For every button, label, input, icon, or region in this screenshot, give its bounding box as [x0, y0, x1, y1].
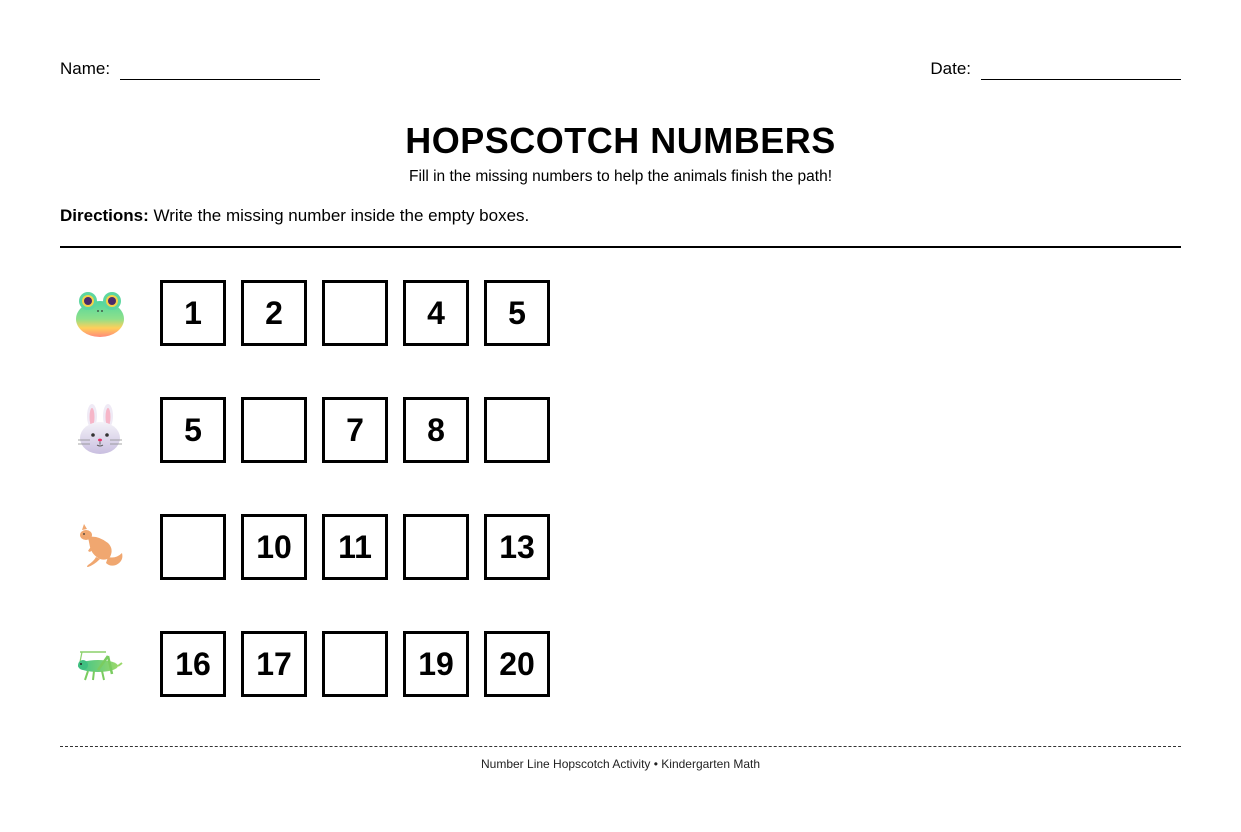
hopscotch-row-cricket	[60, 631, 565, 697]
number-box: 7	[322, 397, 388, 463]
number-boxes	[160, 280, 565, 346]
header-row	[60, 58, 1181, 82]
number-boxes	[160, 397, 565, 463]
empty-answer-box[interactable]	[322, 280, 388, 346]
footer-text: Number Line Hopscotch Activity • Kindergarten Math	[481, 757, 760, 771]
date-input-line[interactable]	[981, 58, 1181, 80]
directions	[60, 205, 529, 227]
header-divider	[60, 246, 1181, 248]
worksheet-page	[60, 0, 1181, 832]
cricket-icon	[60, 631, 140, 697]
empty-answer-box[interactable]	[241, 397, 307, 463]
number-box: 1	[160, 280, 226, 346]
empty-answer-box[interactable]	[403, 514, 469, 580]
number-box: 19	[403, 631, 469, 697]
rabbit-icon	[60, 397, 140, 463]
hopscotch-row-frog	[60, 280, 565, 346]
number-box: 13	[484, 514, 550, 580]
number-box: 10	[241, 514, 307, 580]
number-box: 17	[241, 631, 307, 697]
page-subtitle: Fill in the missing numbers to help the animals finish the path!	[408, 168, 833, 185]
number-box: 5	[160, 397, 226, 463]
empty-answer-box[interactable]	[484, 397, 550, 463]
number-box: 4	[403, 280, 469, 346]
number-box: 2	[241, 280, 307, 346]
hopscotch-row-rabbit	[60, 397, 565, 463]
number-box: 5	[484, 280, 550, 346]
directions-label: Directions:	[60, 206, 149, 225]
name-input-line[interactable]	[120, 58, 320, 80]
frog-icon	[60, 280, 140, 346]
number-box: 20	[484, 631, 550, 697]
number-boxes	[160, 514, 565, 580]
empty-answer-box[interactable]	[160, 514, 226, 580]
number-boxes	[160, 631, 565, 697]
empty-answer-box[interactable]	[322, 631, 388, 697]
name-field	[60, 58, 320, 80]
date-field	[930, 58, 1181, 80]
number-box: 8	[403, 397, 469, 463]
number-box: 11	[322, 514, 388, 580]
hopscotch-row-kangaroo	[60, 514, 565, 580]
page-title: HOPSCOTCH NUMBERS	[405, 120, 836, 161]
date-label: Date:	[930, 59, 971, 78]
name-label: Name:	[60, 59, 111, 78]
number-box: 16	[160, 631, 226, 697]
kangaroo-icon	[60, 514, 140, 580]
footer-divider	[60, 746, 1181, 747]
directions-text: Write the missing number inside the empty boxes.	[148, 206, 530, 225]
